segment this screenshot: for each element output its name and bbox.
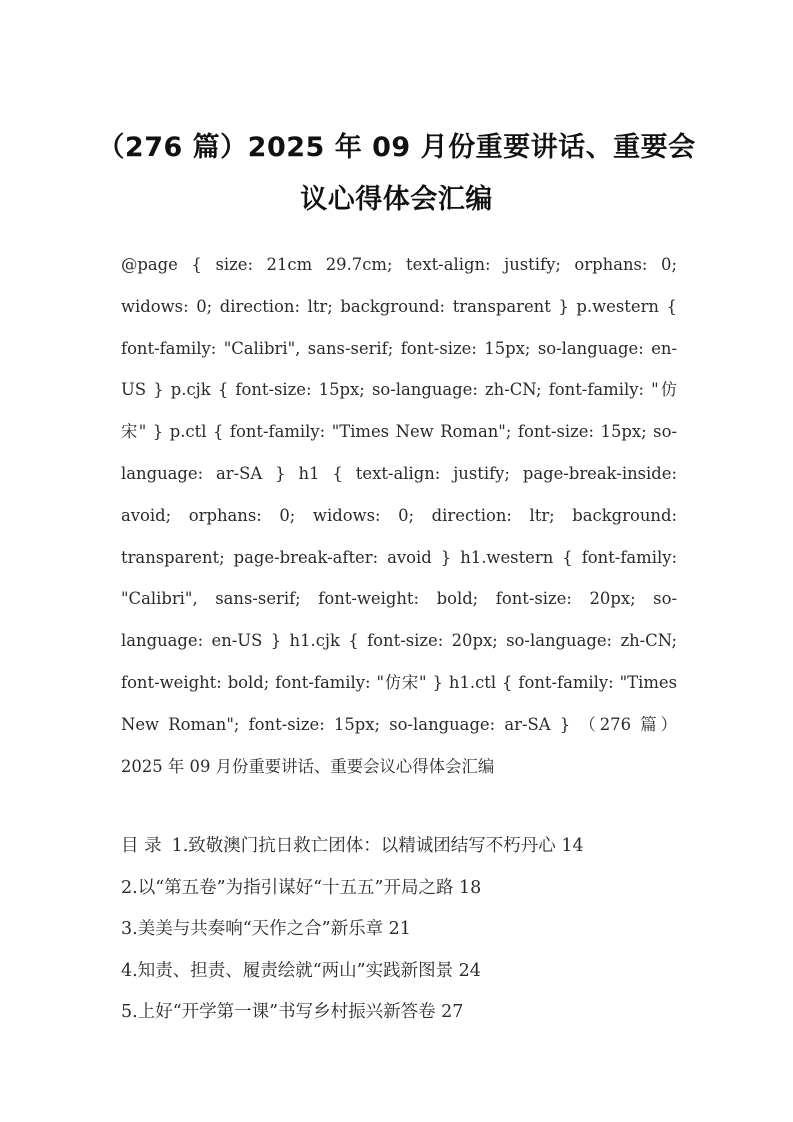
toc-item[interactable] — [121, 992, 677, 1034]
leaked-css-text: @page { size: 21cm 29.7cm; text-align: justify; orphans: 0; widows: 0; direction: ltr; background: transparent } p.western { font-family: "Calibri", sans-serif; font-size: 15px; so-language: en-US } p.cjk { font-size: 15px; so-language: zh-CN; font-family: "仿宋" } p.ctl { font-family: "Times New Roman"; font-size: 15px; so-language: ar-SA } h1 { text-align: justify; page-break-inside: avoid; orphans: 0; widows: 0; direction: ltr; background: transparent; page-break-after: avoid } h1.western { font-family: "Calibri", sans-serif; font-weight: bold; font-size: 20px; so-language: en-US } h1.cjk { font-size: 20px; so-language: zh-CN; font-weight: bold; font-family: "仿宋" } h1.ctl { font-family: "Times New Roman"; font-size: 15px; so-language: ar-SA } （276 篇）2025 年 09 月份重要讲话、重要会议心得体会汇编 — [121, 255, 677, 776]
toc-item-text: 3.美美与共奏响“天作之合”新乐章 21 — [121, 919, 411, 940]
toc-item-text: 2.以“第五卷”为指引谋好“十五五”开局之路 18 — [121, 877, 482, 898]
table-of-contents — [121, 826, 677, 1034]
toc-item[interactable] — [121, 826, 677, 868]
toc-item[interactable] — [121, 868, 677, 910]
document-title: （276 篇）2025 年 09 月份重要讲话、重要会议心得体会汇编 — [97, 132, 696, 215]
toc-item-text: 4.知责、担责、履责绘就“两山”实践新图景 24 — [121, 960, 481, 981]
toc-item-text: 5.上好“开学第一课”书写乡村振兴新答卷 27 — [121, 1002, 464, 1023]
toc-label: 目 录 — [121, 836, 162, 856]
toc-item[interactable] — [121, 951, 677, 993]
toc-item-text: 1.致敬澳门抗日救亡团体：以精诚团结写不朽丹心 14 — [171, 836, 584, 856]
toc-item[interactable] — [121, 909, 677, 951]
